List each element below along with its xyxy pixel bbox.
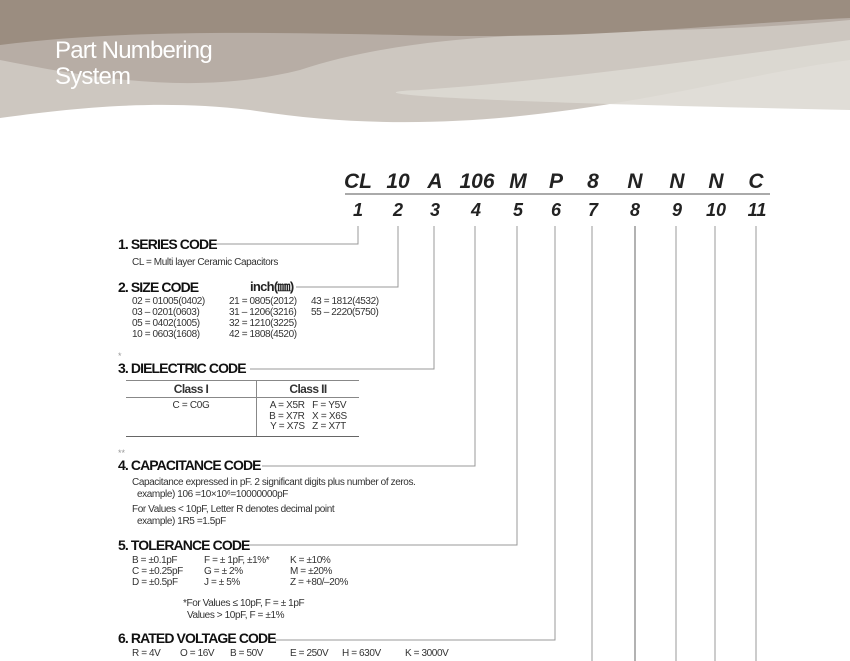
position-4: 4 [470,200,482,220]
class1-value: C = C0G [126,398,257,437]
voltage-entry: E = 250V [290,648,329,659]
position-7: 7 [587,200,599,220]
code-4: 106 [459,170,495,193]
voltage-entry: H = 630V [342,648,381,659]
tolerance-entry: Z = +80/–20% [290,577,349,588]
code-7: 8 [587,170,599,193]
tolerance-entry: C = ±0.25pF [132,566,183,577]
code-8: N [627,170,643,193]
position-6: 6 [550,200,562,220]
size-entry: 10 = 0603(1608) [132,329,200,340]
series-code-text: CL = Multi layer Ceramic Capacitors [132,257,278,268]
class2-header: Class II [257,381,360,398]
class2-row: Y = X7S Z = X7T [270,421,346,432]
dielectric-code-heading: 3. DIELECTRIC CODE [118,360,246,376]
size-code-table [132,296,379,340]
position-10: 10 [705,200,727,220]
tolerance-entry: D = ±0.5pF [132,577,178,588]
size-code-heading: 2. SIZE CODE [118,279,199,295]
title-line-2: System [55,63,131,90]
size-entry: 02 = 01005(0402) [132,296,205,307]
size-entry: 42 = 1808(4520) [229,329,297,340]
code-2: 10 [386,170,410,193]
position-1: 1 [352,200,364,220]
position-9: 9 [671,200,683,220]
position-11: 11 [747,200,767,220]
size-entry: 21 = 0805(2012) [229,296,297,307]
tolerance-entry: K = ±10% [290,555,331,566]
series-code-heading: 1. SERIES CODE [118,236,217,252]
size-entry: 32 = 1210(3225) [229,318,297,329]
tolerance-entry: G = ± 2% [204,566,243,577]
position-2: 2 [392,200,404,220]
capacitance-line: For Values < 10pF, Letter R denotes decimal point [132,504,335,515]
capacitance-line: example) 106 =10×10⁶=10000000pF [137,489,289,500]
code-11: C [748,170,764,193]
class2-row: A = X5R F = Y5V [269,400,347,411]
class2-row: B = X7R X = X6S [269,410,347,422]
capacitance-code-heading: 4. CAPACITANCE CODE [118,457,261,473]
voltage-entry: B = 50V [230,648,264,659]
code-6: P [548,170,564,193]
size-entry: 55 – 2220(5750) [311,307,379,318]
capacitance-marker: ** [118,448,126,458]
capacitance-line: Capacitance expressed in pF. 2 significant digits plus number of zeros. [132,477,416,488]
capacitance-line: example) 1R5 =1.5pF [137,516,226,527]
code-3: A [427,170,443,193]
page-title [55,38,212,90]
size-entry: 05 = 0402(1005) [132,318,200,329]
tolerance-entry: J = ± 5% [204,577,240,588]
code-1: CL [344,170,372,193]
code-5: M [509,170,527,193]
tolerance-code-heading: 5. TOLERANCE CODE [118,537,250,553]
size-entry: 43 = 1812(4532) [311,296,379,307]
tolerance-note: *For Values ≤ 10pF, F = ± 1pF [183,598,305,609]
dielectric-marker: * [118,351,122,361]
tolerance-table [132,555,348,588]
size-unit-label: inch(㎜) [247,276,296,295]
rated-voltage-heading: 6. RATED VOLTAGE CODE [118,630,276,646]
position-8: 8 [629,200,641,220]
code-9: N [669,170,685,193]
tolerance-entry: M = ±20% [290,566,333,577]
title-line-1: Part Numbering [55,37,212,64]
tolerance-entry: B = ±0.1pF [132,555,178,566]
code-10: N [708,170,724,193]
position-3: 3 [429,200,441,220]
position-5: 5 [512,200,524,220]
voltage-entry: K = 3000V [405,648,449,659]
voltage-entry: O = 16V [180,648,215,659]
class1-header: Class I [126,381,257,398]
size-entry: 03 – 0201(0603) [132,307,200,318]
rated-voltage-items [132,648,448,659]
voltage-entry: R = 4V [132,648,161,659]
tolerance-entry: F = ± 1pF, ±1%* [204,555,270,566]
dielectric-table [126,380,359,437]
size-entry: 31 – 1206(3216) [229,307,297,318]
tolerance-note: Values > 10pF, F = ±1% [187,610,285,621]
